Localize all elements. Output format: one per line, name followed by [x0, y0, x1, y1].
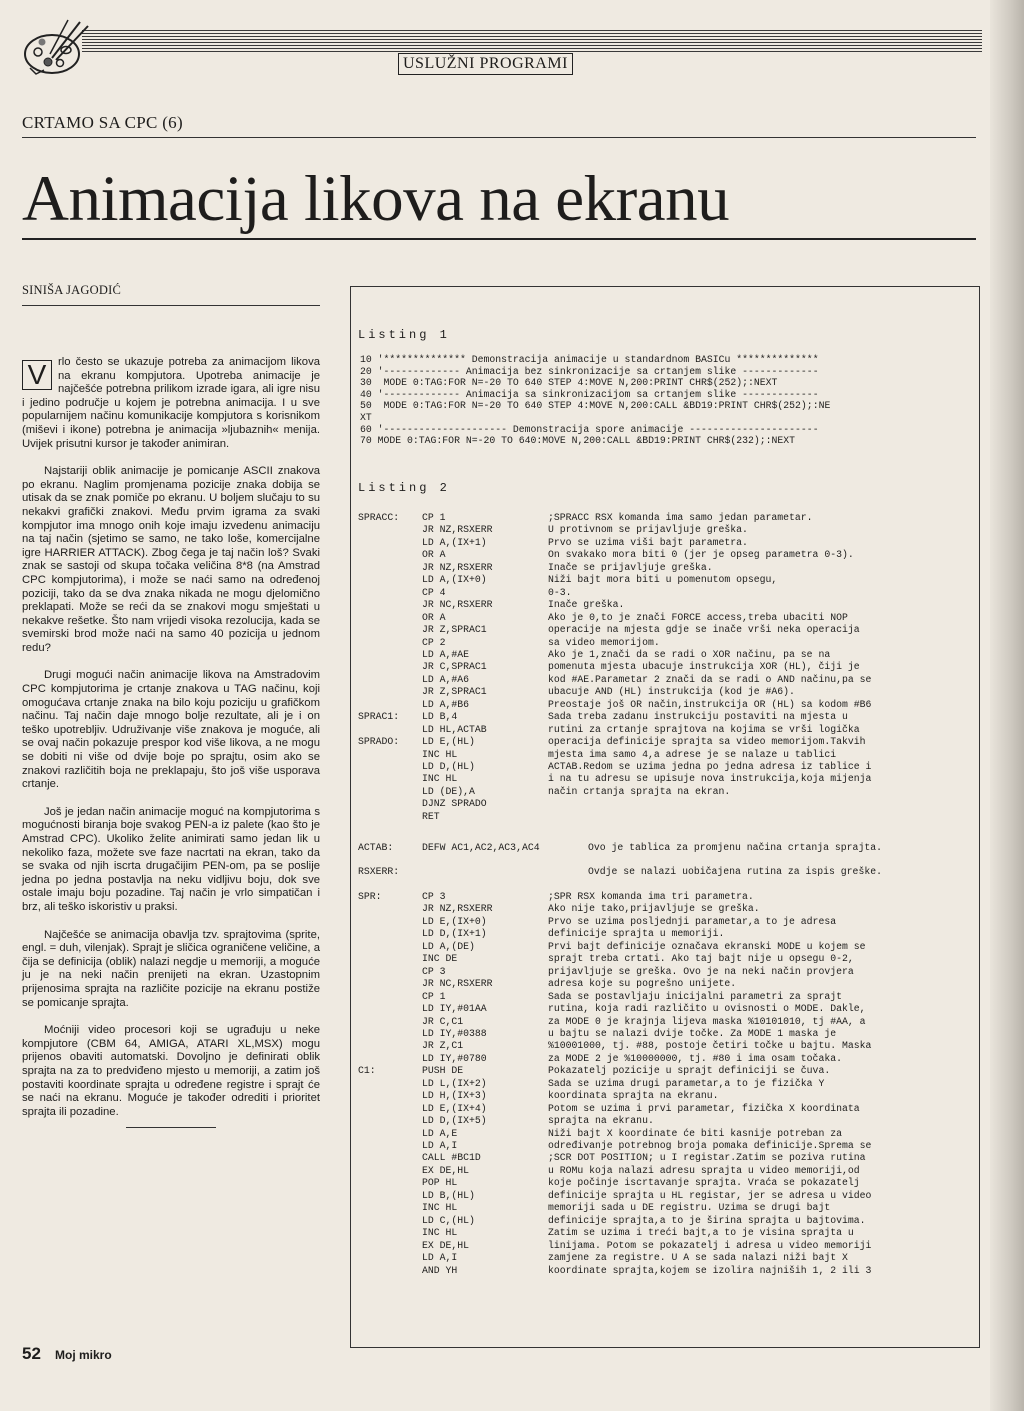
listing-2-row — [358, 1028, 974, 1040]
listing-2-row — [358, 916, 974, 928]
listing-2-row — [358, 1040, 974, 1052]
listing-instruction: LD B,4 — [422, 711, 458, 723]
article-paragraph: V rlo često se ukazuje potreba za animacijom likova na ekranu kompjutora. Upotreba animacije je najčešće potrebna prilikom izrade igara, ali igre nisu i jedino područje u kojem je potrebna animacija. I u sve popularnijem načinu komunikacije kompjutora s korisnikom (miševi i ikone) potrebna je animacija »ljubaznih« menija. Uvijek prisutni kursor je također animiran. — [22, 356, 320, 450]
listing-comment: Inače greška. — [548, 599, 625, 611]
listing-instruction: LD A,I — [422, 1140, 458, 1151]
listing-2-row — [358, 1215, 974, 1227]
listing-2-row — [358, 1202, 974, 1214]
listing-comment: adresa koje su pogrešno unijete. — [548, 978, 737, 990]
listing-1-line: XT — [360, 411, 372, 423]
listing-comment: Sada se postavljaju inicijalni parametri za sprajt — [548, 990, 842, 1002]
listing-comment: Inače se prijavljuje greška. — [548, 561, 713, 573]
listing-2-row — [358, 537, 974, 549]
listing-label: ACTAB: — [358, 842, 394, 853]
listing-instruction: DJNZ SPRADO — [422, 798, 487, 810]
listing-2-row — [358, 798, 974, 810]
listing-comment: Ako nije tako,prijavljuje se greška. — [548, 903, 760, 915]
listing-instruction: CP 1 — [422, 512, 446, 523]
listing-label: SPRACC: — [358, 512, 400, 523]
page-spine-shadow — [990, 0, 1024, 1411]
listing-comment: ;SCR DOT POSITION; u I registar.Zatim se poziva rutina — [548, 1152, 866, 1164]
listing-1-line: 30 MODE 0:TAG:FOR N=-20 TO 640 STEP 4:MOVE N,200:PRINT CHR$(252);:NEXT — [360, 377, 778, 389]
listing-2-row — [358, 574, 974, 586]
listing-instruction: OR A — [422, 611, 446, 623]
listing-instruction: JR Z,C1 — [422, 1040, 464, 1052]
listing-comment: Prvo se uzima posljednji parametar,a to je adresa — [548, 915, 837, 927]
listing-instruction: LD A,I — [422, 1252, 458, 1264]
listing-comment: Zatim se uzima i treći bajt,a to je visina sprajta u — [548, 1227, 854, 1239]
article-paragraph: Najstariji oblik animacije je pomicanje ASCII znakova po ekranu. Naglim promjenama pozicije znaka dobija se utisak da se znak pomiče po ekranu. U boljem slučaju to su nekakvi grafički znakovi. Među prvim igrama za svaki kompjutor ima mnogo onih koje imaju izvedenu animaciju na taj način (sjetimo se samo, ne tako loše, komercijalne igre HARRIER ATTACK). Zbog čega je taj način loš? Svaki znak se sastoji od skupa točaka veličina 8*8 (na Amstrad CPC kompjutorima), i može se naći samo na određenoj poziciji, tako da se dva znaka nikada ne mogu djelomično preklapati. Može se reći da se znakovi mogu smještati u nekakve rešetke. Što nam vrijedi visoka rezolucija, kada se svemirski brod može naći na samo 40 pozicija u jednom redu? — [22, 465, 320, 654]
listing-comment: definicije sprajta u HL registar, jer se adresa u video — [548, 1189, 872, 1201]
listing-instruction: LD IY,#01AA — [422, 1003, 487, 1015]
listing-comment: linijama. Potom se pokazatelj i adresa u video memoriji — [548, 1239, 872, 1251]
listing-2-row — [358, 953, 974, 965]
listing-comment: memoriji sada u DE registru. Uzima se drugi bajt — [548, 1202, 831, 1214]
listing-comment: sprajta na ekranu. — [548, 1115, 654, 1127]
listing-instruction: OR A — [422, 549, 446, 561]
listing-comment: Potom se uzima i prvi parametar, fizička X koordinata — [548, 1102, 860, 1114]
listing-comment: Prvi bajt definicije označava ekranski MODE u kojem se — [548, 940, 866, 952]
article-paragraph: Još je jedan način animacije moguć na kompjutorima s mogućnosti biranja boje svakog PEN-a iz palete (kao što je Amstrad CPC). Ukoliko želite animirati samo jedan lik u nekoliko faza, možete sve faze nacrtati na ekran, tako da se svaka od njih iscrta drugačijim PEN-om, pa se poslije jedna po jedna postavlja na neku vidljivu boju, dok sve ostale imaju boju pozadine. Taj način je vrlo simpatičan i brz, ali teško iskoristiv u praksi. — [22, 805, 320, 913]
listing-comment: Niži bajt X koordinate će biti kasnije potreban za — [548, 1127, 842, 1139]
listing-comment: određivanje potrebnog broja pomaka definicije.Sprema se — [548, 1140, 872, 1151]
magazine-name: Moj mikro — [55, 1348, 112, 1362]
listing-2-row — [358, 736, 974, 748]
listing-label: RSXERR: — [358, 866, 400, 877]
listing-2-title: Listing 2 — [358, 481, 450, 495]
listing-comment: ACTAB.Redom se uzima jedna po jedna adresa iz tablice i — [548, 761, 872, 772]
listing-1-line: 60 '--------------------- Demonstracija spore animacije ---------------------- — [360, 423, 819, 435]
listing-comment: rutini za crtanje sprajtova na kojima se vrši logička — [548, 723, 860, 735]
listing-instruction: LD A,(IX+0) — [422, 574, 487, 586]
section-tag: USLUŽNI PROGRAMI — [398, 53, 573, 75]
listing-instruction: LD E,(IX+0) — [422, 915, 487, 927]
listing-2-row — [358, 624, 974, 636]
listing-2-row — [358, 1078, 974, 1090]
title-rule — [22, 238, 976, 240]
author-byline: SINIŠA JAGODIĆ — [22, 283, 121, 297]
listing-1-line: 20 '------------- Animacija bez sinkronizacije sa crtanjem slike ------------- — [360, 365, 819, 377]
listing-comment: mjesta ima samo 4,a adrese je se nalaze u tablici — [548, 748, 837, 760]
listing-2-row — [358, 649, 974, 661]
listing-2-row — [358, 1165, 974, 1177]
listing-2-row — [358, 966, 974, 978]
article-title: Animacija likova na ekranu — [22, 163, 730, 235]
listing-comment: koordinate sprajta,kojem se izolira najniših 1, 2 ili 3 — [548, 1264, 872, 1276]
listing-2-row — [358, 587, 974, 599]
listing-comment: Ako je 1,znači da se radi o XOR načinu, pa se na — [548, 648, 831, 660]
listing-instruction: INC HL — [422, 1202, 458, 1214]
listing-comment: ;SPR RSX komanda ima tri parametra. — [548, 891, 754, 902]
listing-instruction: JR NZ,RSXERR — [422, 561, 493, 573]
listing-comment: Ovo je tablica za promjenu načina crtanja sprajta. — [588, 842, 882, 853]
listing-instruction: JR NZ,RSXERR — [422, 524, 493, 536]
listing-instruction: LD A,(DE) — [422, 940, 475, 952]
listing-2-row — [358, 1065, 974, 1077]
listing-2-row — [358, 786, 974, 798]
listing-2-row — [358, 866, 974, 878]
listing-instruction: LD C,(HL) — [422, 1214, 475, 1226]
listing-instruction: LD D,(IX+5) — [422, 1115, 487, 1127]
listing-label: SPR: — [358, 891, 382, 902]
listing-instruction: LD D,(HL) — [422, 761, 475, 772]
listing-comment: rutina, koja radi različito u ovisnosti o MODE. Dakle, — [548, 1003, 866, 1015]
listing-2-row — [358, 1227, 974, 1239]
listing-instruction: LD IY,#0388 — [422, 1027, 487, 1039]
listing-comment: definicije sprajta,a to je širina sprajta u bajtovima. — [548, 1214, 866, 1226]
listing-comment: On svakako mora biti 0 (jer je opseg parametra 0-3). — [548, 549, 854, 561]
listing-comment: zamjene za registre. U A se sada nalazi niži bajt X — [548, 1252, 848, 1264]
article-paragraph: Moćniji video procesori koji se ugrađuju u neke kompjutore (CBM 64, AMIGA, ATARI XL,MSX) mogu prijenos obaviti automatski. Dovoljno je definirati oblik sprajta na za to predviđeno mjesto u memoriji, a zatim još postaviti koordinate sprajta u određene registre i sprajt će se naći na ekranu. Moguće je također odrediti i prioritet sprajta ili pozadine. — [22, 1024, 320, 1118]
listing-2-row — [358, 1252, 974, 1264]
article-body — [22, 356, 320, 1128]
listing-comment: u ROMu koja nalazi adresu sprajta u video memoriji,od — [548, 1164, 860, 1176]
listing-comment: Sada se uzima drugi parametar,a to je fizička Y — [548, 1077, 825, 1089]
listing-2-row — [358, 1240, 974, 1252]
listing-instruction: INC HL — [422, 1227, 458, 1239]
listing-instruction: EX DE,HL — [422, 1239, 470, 1251]
listing-1-code — [360, 354, 972, 447]
listing-2-row — [358, 711, 974, 723]
listing-2-row — [358, 1016, 974, 1028]
article-paragraph: Drugi mogući način animacije likova na Amstradovim CPC kompjutorima je crtanje znakova u TAG načinu, koji omogućava crtanje znaka na bilo koju poziciju u grafičkom načinu. Taj način daje mnogo bolje rezultate, ali je i on teško upotrebljiv. Udruživanje više znakova je moguće, ali se ovaj način pokazuje prespor kod više likova, a ne mogu se dobiti ni više od dvije boje po sprajtu, osim ako se znakovi različitih boja ne preklapaju, što još više usporava crtanje. — [22, 669, 320, 791]
listing-instruction: JR NZ,RSXERR — [422, 903, 493, 915]
listing-2-row — [358, 842, 974, 854]
column-end-rule — [126, 1127, 216, 1128]
listing-1-line: 50 MODE 0:TAG:FOR N=-20 TO 640 STEP 4:MOVE N,200:CALL &BD19:PRINT CHR$(252);:NE — [360, 400, 831, 412]
listing-instruction: CP 1 — [422, 990, 446, 1002]
listing-instruction: JR NC,RSXERR — [422, 978, 493, 990]
listing-1-line: 40 '------------- Animacija sa sinkronizacijom sa crtanjem slike ------------- — [360, 388, 819, 400]
listing-instruction: AND YH — [422, 1264, 458, 1276]
listing-2-row — [358, 928, 974, 940]
listing-2-row — [358, 637, 974, 649]
listing-2-row — [358, 1103, 974, 1115]
listing-comment: pomenuta mjesta ubacuje instrukcija XOR (HL), čiji je — [548, 661, 860, 673]
listing-instruction: JR C,C1 — [422, 1015, 464, 1027]
listing-1-title: Listing 1 — [358, 328, 450, 342]
listing-comment: ubacuje AND (HL) instrukcija (kod je #A6). — [548, 686, 795, 698]
listing-2-row — [358, 1140, 974, 1152]
listing-comment: i na tu adresu se upisuje nova instrukcija,koja mijenja — [548, 773, 872, 785]
article-paragraph: Najčešće se animacija obavlja tzv. sprajtovima (sprite, engl. = duh, vilenjak). Sprajt je sličica ograničene veličine, a čija se definicija (oblik) nalazi negdje u memoriji, a moguće ju je na neki način prenijeti na ekran. Uzastopnim prijenosima sprajta na različite pozicije na ekranu postiže se pomicanje sprajta. — [22, 928, 320, 1009]
listing-comment: Preostaje još OR način,instrukcija OR (HL) sa kodom #B6 — [548, 698, 872, 710]
listing-2-row — [358, 612, 974, 624]
listing-comment: definicije sprajta u memoriji. — [548, 928, 725, 940]
listing-2-row — [358, 1053, 974, 1065]
listing-instruction: JR NC,RSXERR — [422, 599, 493, 611]
listing-instruction: POP HL — [422, 1177, 458, 1189]
listing-comment: 0-3. — [548, 586, 572, 598]
listing-comment: za MODE 2 je %10000000, tj. #80 i ima osam točaka. — [548, 1052, 842, 1064]
listing-2-row — [358, 811, 974, 823]
listing-2-row — [358, 1265, 974, 1277]
listing-instruction: INC DE — [422, 953, 458, 965]
listing-comment: U protivnom se prijavljuje greška. — [548, 524, 748, 536]
listing-instruction: LD A,E — [422, 1127, 458, 1139]
listing-instruction: RET — [422, 810, 440, 822]
listing-2-row — [358, 1177, 974, 1189]
listing-2-row — [358, 1190, 974, 1202]
listing-comment: sprajt treba crtati. Ako taj bajt nije u opsegu 0-2, — [548, 953, 854, 965]
listing-2-row — [358, 512, 974, 524]
listing-comment: ;SPRACC RSX komanda ima samo jedan parametar. — [548, 512, 813, 523]
listing-instruction: EX DE,HL — [422, 1164, 470, 1176]
listing-instruction: LD E,(HL) — [422, 736, 475, 748]
page-number: 52 — [22, 1344, 41, 1363]
listing-instruction: DEFW AC1,AC2,AC3,AC4 — [422, 842, 540, 853]
listing-2-row — [358, 661, 974, 673]
listing-instruction: JR C,SPRAC1 — [422, 661, 487, 673]
listing-comment: Prvo se uzima viši bajt parametra. — [548, 536, 748, 548]
listing-comment: sa video memorijom. — [548, 636, 660, 648]
listing-label: C1: — [358, 1065, 376, 1077]
listing-comment: prijavljuje se greška. Ovo je na neki način provjera — [548, 965, 854, 977]
listing-2-row — [358, 1003, 974, 1015]
listing-1-line: 10 '************** Demonstracija animacije u standardnom BASICu ************** — [360, 354, 819, 365]
listing-2-row — [358, 524, 974, 536]
listing-instruction: CP 3 — [422, 891, 446, 902]
listing-label: SPRADO: — [358, 736, 400, 748]
listing-2-row — [358, 903, 974, 915]
listing-comment: kod #AE.Parametar 2 znači da se radi o AND načinu,pa se — [548, 673, 872, 685]
listing-2-row — [358, 1115, 974, 1127]
listing-instruction: LD A,#B6 — [422, 698, 470, 710]
listing-2-row — [358, 1152, 974, 1164]
listing-instruction: LD L,(IX+2) — [422, 1077, 487, 1089]
listing-2-row — [358, 1128, 974, 1140]
listing-2-row — [358, 686, 974, 698]
listing-label: SPRAC1: — [358, 711, 400, 723]
listing-comment: koje počinje iscrtavanje sprajta. Vraća se pokazatelj — [548, 1177, 860, 1189]
listing-comment: Pokazatelj pozicije u sprajt definiciji se čuva. — [548, 1065, 831, 1077]
listing-2-row — [358, 941, 974, 953]
listing-instruction: LD H,(IX+3) — [422, 1090, 487, 1102]
listing-comment: Ako je 0,to je znači FORCE access,treba ubaciti NOP — [548, 611, 848, 623]
byline-rule — [22, 305, 320, 306]
listing-instruction: LD A,#AE — [422, 648, 470, 660]
listing-instruction: LD B,(HL) — [422, 1189, 475, 1201]
listing-2-row — [358, 749, 974, 761]
listing-comment: koordinata sprajta na ekranu. — [548, 1090, 719, 1102]
listing-1-line: 70 MODE 0:TAG:FOR N=-20 TO 640:MOVE N,200:CALL &BD19:PRINT CHR$(232);:NEXT — [360, 435, 796, 447]
kicker-rule — [22, 137, 976, 138]
header-stripe-bar — [82, 30, 982, 52]
listing-instruction: LD IY,#0780 — [422, 1052, 487, 1064]
listing-instruction: LD D,(IX+1) — [422, 928, 487, 940]
listing-comment: način crtanja sprajta na ekran. — [548, 785, 731, 797]
listing-instruction: LD E,(IX+4) — [422, 1102, 487, 1114]
listing-instruction: CP 3 — [422, 965, 446, 977]
listing-instruction: CP 2 — [422, 636, 446, 648]
listing-instruction: LD (DE),A — [422, 785, 475, 797]
listing-2-row — [358, 562, 974, 574]
listing-instruction: PUSH DE — [422, 1065, 464, 1077]
listing-instruction: INC HL — [422, 748, 458, 760]
listing-2-row — [358, 978, 974, 990]
listing-instruction: LD HL,ACTAB — [422, 723, 487, 735]
listing-2-row — [358, 674, 974, 686]
listing-instruction: JR Z,SPRAC1 — [422, 624, 487, 636]
listing-instruction: CALL #BC1D — [422, 1152, 481, 1164]
listing-2-row — [358, 991, 974, 1003]
listing-2-row — [358, 699, 974, 711]
listing-instruction: JR Z,SPRAC1 — [422, 686, 487, 698]
listing-instruction: INC HL — [422, 773, 458, 785]
listing-comment: Ovdje se nalazi uobičajena rutina za ispis greške. — [588, 866, 882, 877]
listing-comment: operacije na mjesta gdje se inače vrši neka operacija — [548, 624, 860, 636]
series-kicker: CRTAMO SA CPC (6) — [22, 113, 183, 132]
listing-2-row — [358, 761, 974, 773]
listing-2-row — [358, 1090, 974, 1102]
listing-instruction: LD A,(IX+1) — [422, 536, 487, 548]
listing-instruction: LD A,#A6 — [422, 673, 470, 685]
listing-instruction: CP 4 — [422, 586, 446, 598]
listing-2-row — [358, 549, 974, 561]
listing-comment: Niži bajt mora biti u pomenutom opsegu, — [548, 574, 778, 586]
listing-2-row — [358, 599, 974, 611]
listing-comment: u bajtu se nalazi dvije točke. Za MODE 1 maska je — [548, 1027, 837, 1039]
listing-comment: %10001000, tj. #88, postoje četiri točke u bajtu. Maska — [548, 1040, 872, 1052]
listing-2-row — [358, 724, 974, 736]
listing-2-row — [358, 773, 974, 785]
drop-cap: V — [22, 360, 52, 390]
listing-comment: za MODE 0 je krajnja lijeva maska %10101010, tj #AA, a — [548, 1015, 866, 1027]
palette-brush-icon — [22, 18, 94, 78]
listing-2-row — [358, 891, 974, 903]
listing-comment: operacija definicije sprajta sa video memorijom.Takvih — [548, 736, 866, 748]
listing-comment: Sada treba zadanu instrukciju postaviti na mjesta u — [548, 711, 848, 723]
